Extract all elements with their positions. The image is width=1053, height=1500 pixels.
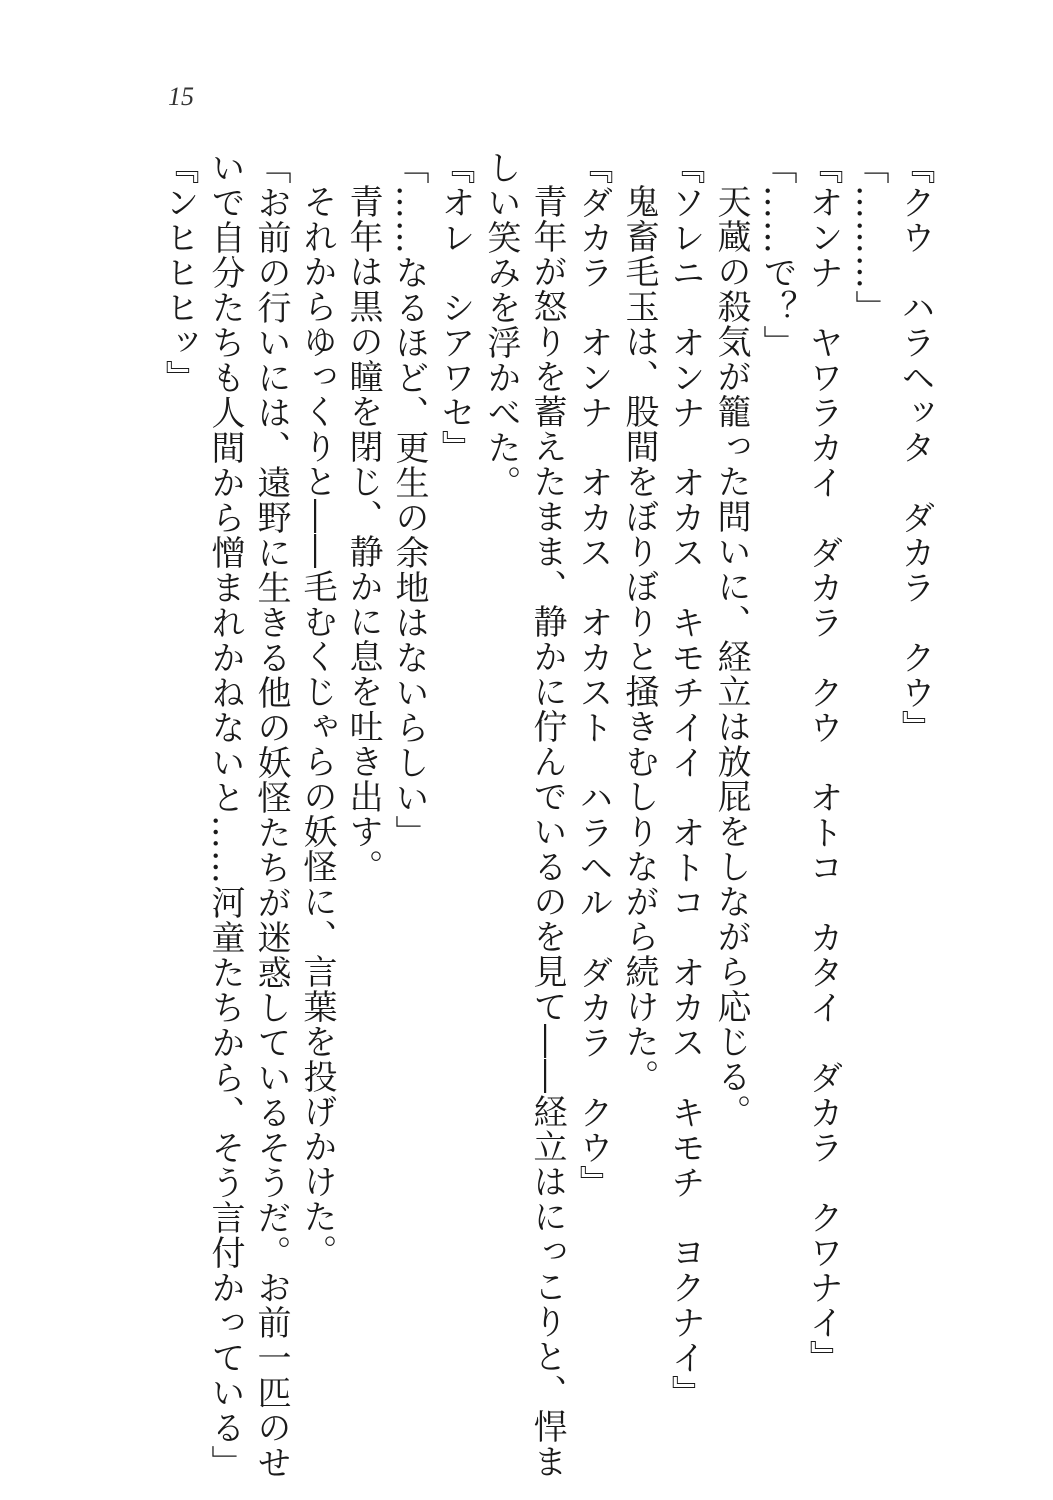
text-line: いで自分たちも人間から憎まれかねないと……河童たちから、そう言付かっている」 xyxy=(205,150,245,1480)
page-number: 15 xyxy=(168,82,194,111)
text-line: 青年が怒りを蓄えたまま、静かに佇んでいるのを見て――経立はにっこりと、悍ま xyxy=(527,184,567,1479)
text-line: 『ンヒヒヒッ』 xyxy=(159,150,199,395)
text-line: 「……なるほど、更生の余地はないらしい」 xyxy=(389,150,429,850)
text-line: 「………」 xyxy=(849,150,889,325)
text-line: 『オレ シアワセ』 xyxy=(435,150,475,465)
text-line: 『クウ ハラヘッタ ダカラ クウ』 xyxy=(895,150,935,745)
text-line: 『ソレニ オンナ オカス キモチイイ オトコ オカス キモチ ヨクナイ』 xyxy=(665,150,705,1410)
text-line: 『ダカラ オンナ オカス オカスト ハラヘル ダカラ クウ』 xyxy=(573,150,613,1200)
text-line: 鬼畜毛玉は、股間をぼりぼりと掻きむしりながら続けた。 xyxy=(619,184,659,1094)
vertical-text-body xyxy=(148,150,938,1480)
text-line: それからゆっくりと――毛むくじゃらの妖怪に、言葉を投げかけた。 xyxy=(297,184,337,1269)
text-line: 「……で？」 xyxy=(757,150,797,360)
text-line: 「お前の行いには、遠野に生きる他の妖怪たちが迷惑しているそうだ。お前一匹のせ xyxy=(251,150,291,1480)
text-line: しい笑みを浮かべた。 xyxy=(481,150,521,500)
text-line: 天蔵の殺気が籠った問いに、経立は放屁をしながら応じる。 xyxy=(711,184,751,1129)
text-line: 青年は黒の瞳を閉じ、静かに息を吐き出す。 xyxy=(343,184,383,884)
text-line: 『オンナ ヤワラカイ ダカラ クウ オトコ カタイ ダカラ クワナイ』 xyxy=(803,150,843,1375)
